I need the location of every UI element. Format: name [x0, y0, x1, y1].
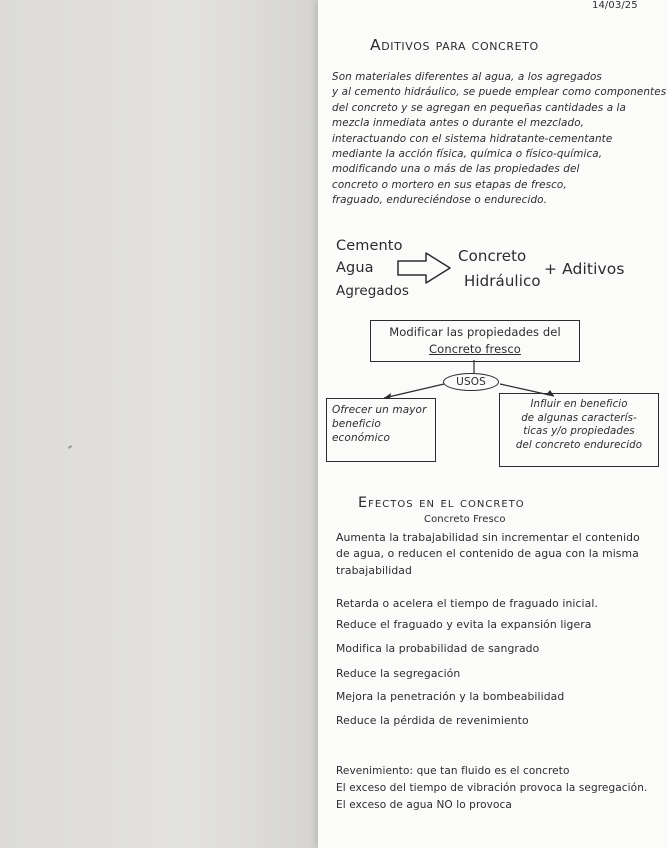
intro-line: y al cemento hidráulico, se puede emplear como componentes [332, 86, 667, 99]
intro-line: mediante la acción física, química o físico-química, [332, 148, 603, 161]
intro-line: fraguado, endureciéndose o endurecido. [332, 194, 548, 207]
effect-item: Aumenta la trabajabilidad sin incrementar el contenido [336, 531, 640, 544]
intro-line: interactuando con el sistema hidratante-cementante [332, 132, 613, 145]
intro-line: mezcla inmediata antes o durante el mezclado, [332, 117, 585, 130]
box-line: Ofrecer un mayor [332, 404, 427, 416]
note-line: El exceso del tiempo de vibración provoca la segregación. [336, 782, 648, 794]
note-line: El exceso de agua NO lo provoca [336, 799, 512, 811]
page-title: Aditivos para concreto [370, 36, 539, 54]
note-line: Revenimiento: que tan fluido es el concreto [336, 765, 570, 777]
modify-box-line2: Concreto fresco [429, 342, 521, 356]
effect-item: Retarda o acelera el tiempo de fraguado inicial. [336, 597, 598, 610]
ingredient-agua: Agua [336, 260, 374, 276]
outline-arrow-icon [396, 250, 452, 286]
effect-item: Reduce el fraguado y evita la expansión ligera [336, 618, 592, 631]
ingredient-agregados: Agregados [336, 283, 409, 299]
intro-line: Son materiales diferentes al agua, a los agregados [332, 71, 602, 83]
modify-box-line1: Modificar las propiedades del [389, 325, 561, 339]
product-concreto: Concreto [458, 247, 527, 265]
effect-item: Mejora la penetración y la bombeabilidad [336, 690, 565, 703]
hardened-properties-box [499, 393, 659, 467]
box-line: del concreto endurecido [515, 439, 643, 451]
intro-line: concreto o mortero en sus etapas de fresco, [332, 178, 567, 191]
effect-item: trabajabilidad [336, 564, 412, 577]
usos-ellipse: USOS [443, 373, 499, 391]
pen-mark [68, 445, 72, 449]
intro-paragraph [332, 70, 667, 209]
notebook-page [318, 0, 668, 848]
box-line: de algunas caracterís- [521, 412, 637, 424]
intro-line: modificando una o más de las propiedades del [332, 163, 580, 176]
effect-item: Reduce la segregación [336, 667, 461, 680]
box-line: beneficio [332, 418, 381, 430]
effect-item: Modifica la probabilidad de sangrado [336, 642, 540, 655]
box-line: económico [332, 432, 390, 444]
effects-subtitle: Concreto Fresco [424, 514, 506, 525]
ingredient-cemento: Cemento [336, 238, 403, 254]
left-page-bleed [0, 0, 318, 848]
economic-benefit-box [326, 398, 436, 462]
product-hidraulico: Hidráulico [464, 272, 541, 290]
effect-item: Reduce la pérdida de revenimiento [336, 714, 529, 727]
intro-line: del concreto y se agregan en pequeñas cantidades a la [332, 101, 627, 114]
effects-title: Efectos en el concreto [358, 495, 525, 511]
box-line: Influir en beneficio [530, 399, 628, 410]
date: 14/03/25 [592, 0, 638, 11]
effect-item: de agua, o reducen el contenido de agua con la misma [336, 547, 639, 560]
plus-aditivos: + Aditivos [544, 260, 625, 278]
box-line: ticas y/o propiedades [523, 426, 635, 437]
